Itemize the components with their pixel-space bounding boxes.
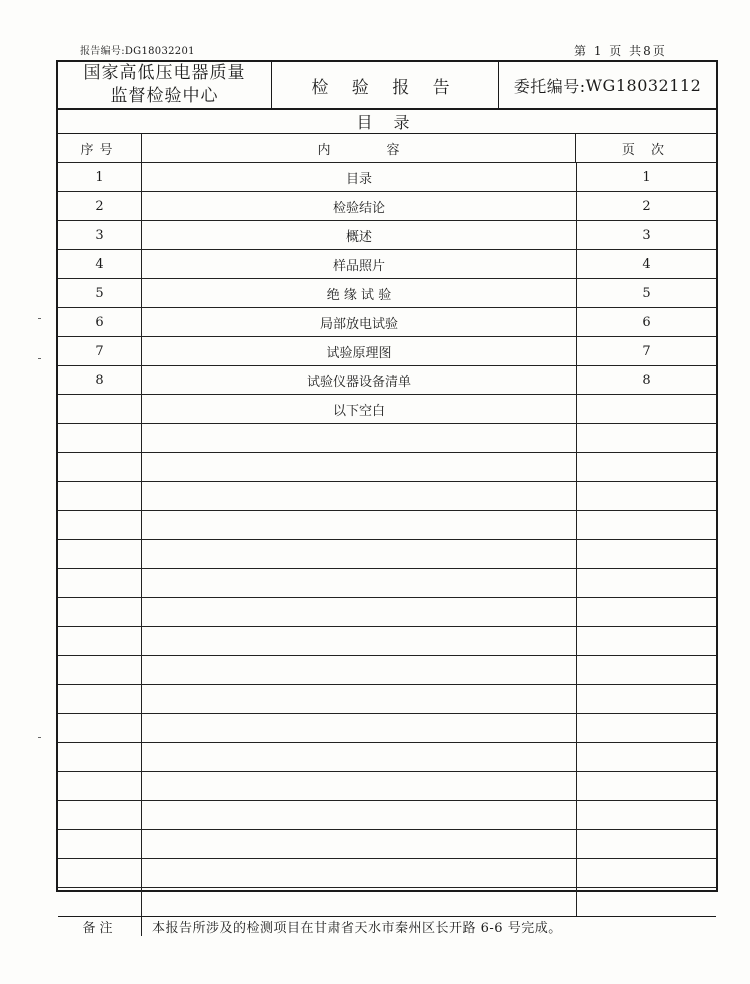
table-row: [58, 250, 716, 279]
margin-mark: [38, 358, 41, 359]
table-row: [58, 337, 716, 366]
row-content: 样品照片: [142, 250, 577, 278]
row-seq: [58, 395, 142, 423]
row-seq: 7: [58, 337, 142, 365]
page-info: 第 1 页 共8页: [574, 44, 667, 58]
margin-mark: [38, 737, 41, 738]
empty-row: [58, 888, 716, 917]
empty-row: [58, 772, 716, 801]
row-page: 2: [642, 198, 651, 214]
row-seq: 6: [58, 308, 142, 336]
row-content: 试验仪器设备清单: [142, 366, 577, 394]
empty-row: [58, 424, 716, 453]
empty-row: [58, 743, 716, 772]
table-row: [58, 163, 716, 192]
row-content: 局部放电试验: [142, 308, 577, 336]
row-content: 检验结论: [142, 192, 577, 220]
title-block: [58, 62, 716, 110]
empty-row: [58, 801, 716, 830]
row-seq: 1: [58, 163, 142, 191]
empty-row: [58, 598, 716, 627]
empty-row: [58, 685, 716, 714]
empty-row: [58, 482, 716, 511]
row-page: 6: [642, 314, 651, 330]
table-row: [58, 221, 716, 250]
row-content: 试验原理图: [142, 337, 577, 365]
commission-number-block: [499, 62, 716, 108]
commission-number: WG18032112: [585, 75, 702, 95]
empty-row: [58, 627, 716, 656]
report-number: 报告编号:DG18032201: [80, 46, 195, 57]
row-seq: 4: [58, 250, 142, 278]
table-row: [58, 308, 716, 337]
row-seq: 8: [58, 366, 142, 394]
org-line1: 国家高低压电器质量: [83, 63, 246, 83]
column-seq: 序号: [58, 134, 142, 162]
empty-row: [58, 540, 716, 569]
column-page: 页 次: [621, 142, 671, 158]
empty-row: [58, 569, 716, 598]
row-page: 3: [642, 227, 651, 243]
empty-row: [58, 656, 716, 685]
commission-label: 委托编号:: [513, 76, 586, 96]
row-page: 4: [642, 256, 651, 272]
toc-column-header: [58, 134, 716, 163]
document-title: 检 验 报 告: [272, 62, 499, 108]
row-page: 1: [642, 169, 651, 185]
table-row: [58, 366, 716, 395]
empty-row: [58, 511, 716, 540]
table-row: [58, 192, 716, 221]
empty-row: [58, 714, 716, 743]
row-page: [577, 395, 716, 423]
row-content: 目录: [142, 163, 577, 191]
row-content: 概述: [142, 221, 577, 249]
row-page: 7: [642, 343, 651, 359]
row-seq: 3: [58, 221, 142, 249]
column-content: 内容: [142, 134, 576, 162]
org-line2: 监督检验中心: [110, 86, 219, 106]
table-row: [58, 279, 716, 308]
remark-row: [58, 917, 716, 936]
remark-text: 本报告所涉及的检测项目在甘肃省天水市秦州区长开路 6-6 号完成。: [152, 921, 562, 936]
row-seq: 2: [58, 192, 142, 220]
row-page: 5: [642, 285, 651, 301]
empty-row: [58, 830, 716, 859]
margin-mark: [38, 318, 41, 319]
report-sheet: [56, 60, 718, 936]
row-page: 8: [642, 372, 651, 388]
empty-row: [58, 453, 716, 482]
toc-title: 目 录: [58, 110, 716, 134]
remark-label: 备注: [58, 917, 142, 936]
row-seq: 5: [58, 279, 142, 307]
row-content: 以下空白: [142, 395, 577, 423]
empty-row: [58, 859, 716, 888]
table-row: [58, 395, 716, 424]
row-content: 绝 缘 试 验: [142, 279, 577, 307]
organization-name: [58, 62, 272, 108]
